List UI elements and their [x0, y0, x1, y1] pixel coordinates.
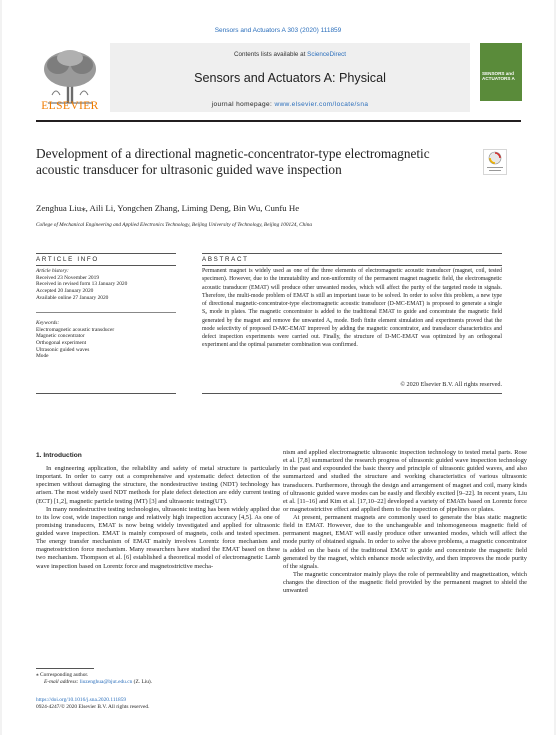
journal-title: Sensors and Actuators A: Physical: [194, 71, 386, 85]
history-accepted: Accepted 20 January 2020: [36, 287, 94, 294]
doi-block: [36, 697, 276, 711]
masthead-rule: [36, 120, 521, 122]
info-under-rule: [36, 265, 176, 266]
paragraph: nism and applied electromagnetic ultrasonic inspection technology to tested metal parts. Rose et al. [7,8] summarized the research progress of ultrasonic guided wave inspection technology in the past and expounded the basic theory and principle of ultrasonic guided waves, and also summarized and studied the structure and working characteristics of various ultrasonic transducers. Furthermore, through the design and arrangement of magnet and coil, many kinds of ultrasonic guided wave modes can be easily and flexibly excited [9–22]. In recent years, Liu et al. [11–16] and Kim et al. [17,10–22] developed a variety of EMATs based on Lorentz force or magnetostrictive effect and applied them to the inspection of pipelines or plates.: [283, 449, 527, 513]
history-label: Article history:: [36, 268, 69, 274]
article-history: [36, 268, 176, 301]
sciencedirect-link[interactable]: ScienceDirect: [307, 51, 346, 58]
footnote-rule: [36, 668, 94, 669]
info-bottom-rule: [36, 393, 176, 394]
corresponding-author-note: ⁎ Corresponding author.: [36, 672, 89, 678]
elsevier-wordmark: ELSEVIER: [41, 100, 99, 112]
keyword-item: Orthogonal experiment: [36, 339, 87, 346]
contents-prefix: Contents lists available at: [233, 51, 308, 58]
email-suffix: (Z. Liu).: [132, 678, 153, 685]
keyword-item: Electromagnetic acoustic transducer: [36, 326, 115, 333]
info-top-rule: [36, 253, 176, 254]
paragraph: In engineering application, the reliability and safety of metal structure is particularly important. In order to carry out a comprehensive and systematic defect detection of the specimen without damaging the structure, the nondestructive testing (NDT) technology has arisen. The most widely used NDT methods for plate defect detection are eddy current testing (ECT) [1,2], magnetic particle testing (MT) [3] and ultrasonic testing(UT).: [36, 465, 280, 505]
journal-homepage: [110, 101, 470, 108]
keyword-item: Mode: [36, 353, 49, 360]
paragraph: In many nondestructive testing technologies, ultrasonic testing has been widely applied due to its low cost, wide inspection range and relatively high inspection accuracy [4,5]. As one of promising transducers, EMAT is now being widely investigated and applied for ultrasonic guided wave inspection. EMAT is mainly composed of magnets, coils and tested specimen. The energy transfer mechanism of EMAT mainly involves Lorentz force mechanism and magnetostriction force mechanism. Many researchers have studied the EMAT based on these two mechanism. Thompson et al. [6] established a theoretical model of electromagnetic Lamb wave inspection based on Lorentz force and magnetostrictive mecha-: [36, 505, 280, 570]
check-for-updates-icon: [483, 149, 507, 175]
article-title: Development of a directional magnetic-concentrator-type electromagnetic acoustic transducer for ultrasonic guided wave inspection: [36, 146, 430, 178]
email-label: E-mail address:: [44, 678, 80, 685]
author-list[interactable]: Zenghua Liu⁎, Aili Li, Yongchen Zhang, Liming Deng, Bin Wu, Cunfu He: [36, 203, 300, 213]
cover-title: SENSORS and ACTUATORS A: [482, 71, 515, 81]
email-link[interactable]: liuzenghua@bjut.edu.cn: [79, 678, 133, 685]
paper-page: [2, 0, 554, 735]
abstract-heading: ABSTRACT: [202, 256, 249, 263]
info-mid-rule: [36, 312, 176, 313]
abstract-top-rule: [202, 253, 502, 254]
keywords-block: [36, 320, 176, 360]
doi-link[interactable]: https://doi.org/10.1016/j.sna.2020.111859: [36, 697, 127, 703]
abstract-under-rule: [202, 265, 502, 266]
contents-line: [110, 51, 470, 58]
paragraph: At present, permanent magnets are commonly used to generate the bias static magnetic field in EMAT. However, due to the unchangeable and inhomogeneous magnetic field of permanent magnet, EMAT will easily produce other unwanted modes, which will affect the mode purity of obtained signals. In order to solve the above problems, a magnetic concentrator is added on the basis of the traditional EMAT to guide and concentrate the magnetic field generated by the magnet, which enhance mode selectivity, and then improves the mode purity of the signals.: [283, 514, 527, 570]
issn-line: 0924-4247/© 2020 Elsevier B.V. All rights reserved.: [36, 703, 150, 710]
author-affiliation: College of Mechanical Engineering and Applied Electronics Technology, Beijing University of Technology, Beijing 100124, China: [36, 222, 313, 228]
keyword-item: Ultrasonic guided waves: [36, 346, 90, 353]
abstract-copyright: © 2020 Elsevier B.V. All rights reserved.: [400, 381, 502, 388]
homepage-prefix: journal homepage:: [211, 101, 275, 108]
journal-reference-link[interactable]: Sensors and Actuators A 303 (2020) 111859: [214, 27, 342, 34]
right-column: [283, 449, 527, 595]
abstract-bottom-rule: [202, 393, 502, 394]
keywords-label: Keywords:: [36, 320, 60, 326]
section-heading-introduction: 1. Introduction: [36, 452, 82, 459]
history-received: Received 23 November 2019: [36, 274, 100, 281]
email-line: [36, 679, 276, 686]
left-column: [36, 465, 280, 571]
homepage-link[interactable]: www.elsevier.com/locate/sna: [274, 101, 369, 108]
check-for-updates-badge[interactable]: [483, 149, 507, 175]
abstract-body: Permanent magnet is widely used as one of the three elements of electromagnetic acoustic transducer (magnet, coil, tested specimen). However, due to the immutability and non-uniformity of the permanent magnet magnetic field, the electromagnetic acoustic transducer (EMAT) will produce other unwanted modes, which will affect the purity of the targeted mode in signals. Therefore, the multi-mode problem of EMAT is still an important issue to be solved. In order to solve this problem, a new type of directional magnetic-concentrator-type electromagnetic acoustic transducer (D-MC-EMAT) is proposed to generate a single S₀ mode in plates. The magnetic concentrator is added to the traditional EMAT to guide and concentrate the magnetic field generated by the magnet and remove the unwanted A₀ mode. Both finite element simulation and experiments proved that the mode selectivity of proposed D-MC-EMAT improved by adding the magnetic concentrator, and transducer characteristics and defect inspection experiments were carried out. Finally, the structure of D-MC-EMAT was optimized by an orthogonal experiment and the optimal parameter combination was confirmed.: [202, 268, 502, 349]
keyword-item: Magnetic concentrator: [36, 333, 85, 340]
paragraph: The magnetic concentrator mainly plays the role of permeability and magnetization, which changes the direction of the magnetic field provided by the permanent magnet to shield the unwanted: [283, 570, 527, 595]
article-info-heading: ARTICLE INFO: [36, 256, 99, 263]
history-online: Available online 27 January 2020: [36, 294, 109, 301]
history-revised: Received in revised form 13 January 2020: [36, 281, 128, 288]
footnote-block: [36, 672, 276, 686]
